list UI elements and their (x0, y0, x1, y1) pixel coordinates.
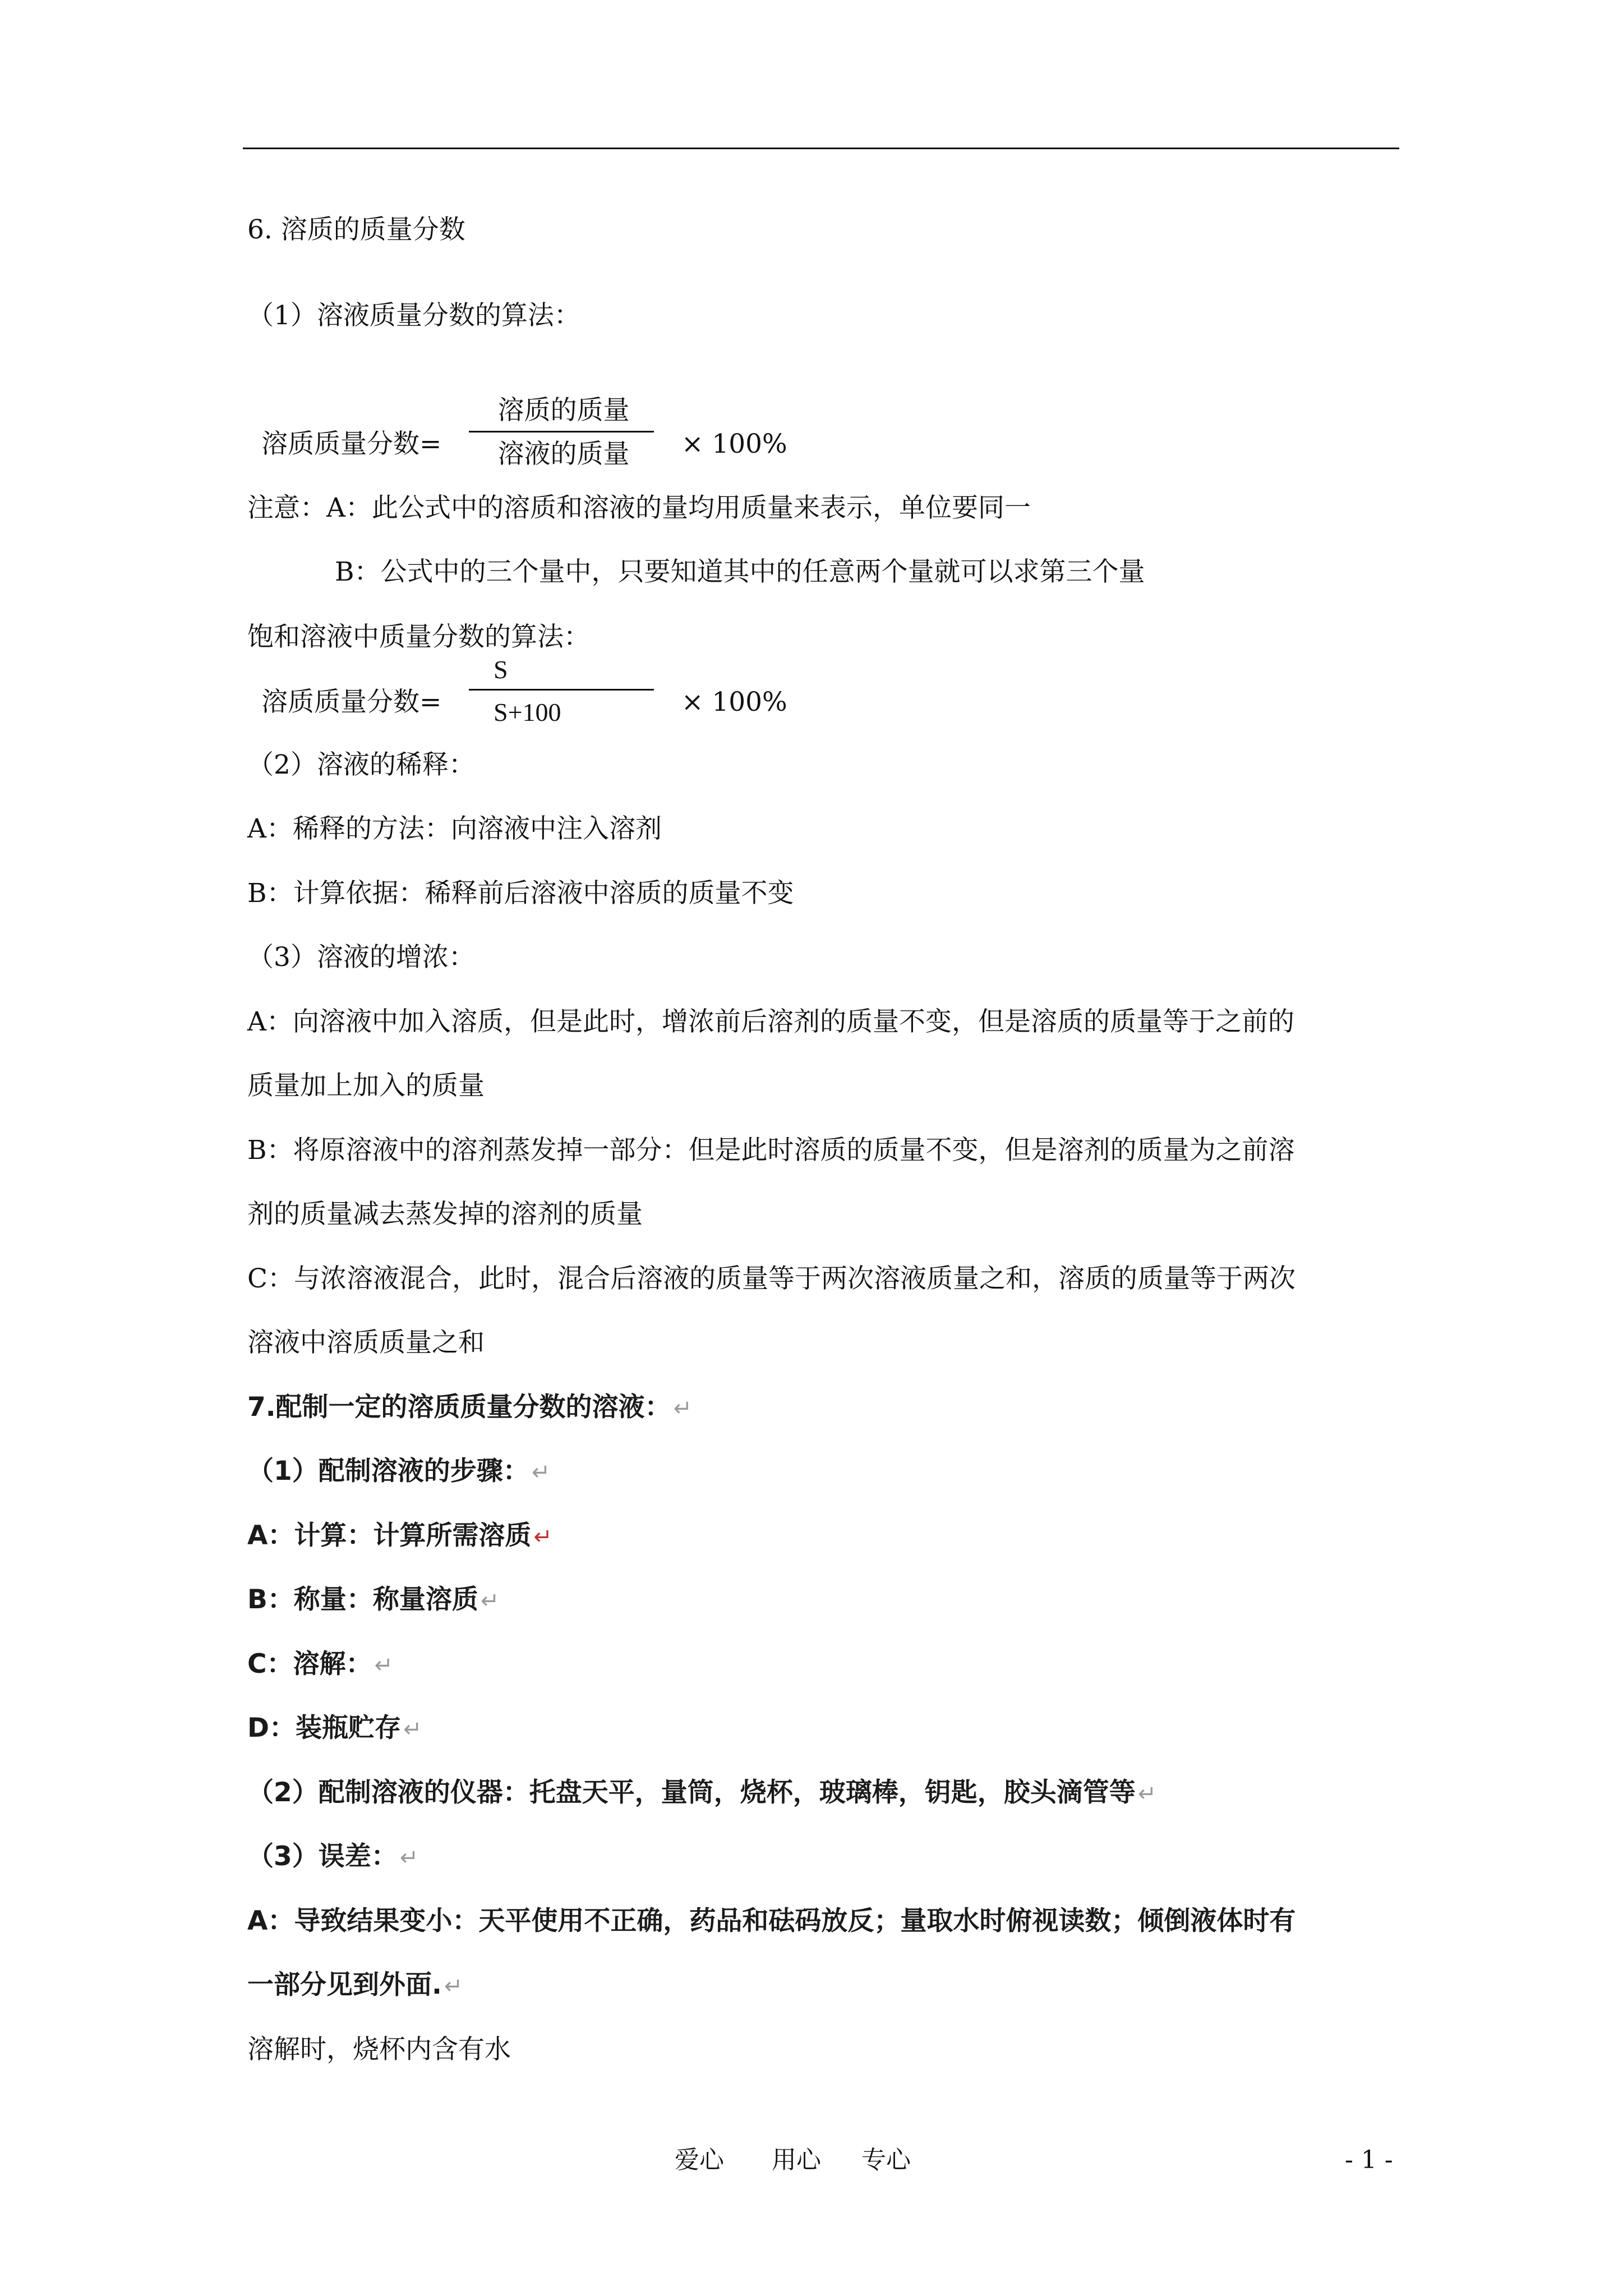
paragraph-mark-icon: ↵ (673, 1396, 693, 1421)
paragraph-mark-icon: ↵ (374, 1653, 394, 1678)
error-a-line1: A：导致结果变小：天平使用不正确，药品和砝码放反；量取水时俯视读数；倾倒液体时有 (247, 1906, 1296, 1936)
step-dissolve: C：溶解： ↵ (247, 1649, 394, 1680)
footer-motto-2: 用心 (772, 2146, 821, 2174)
concentration-c-line2: 溶液中溶质质量之和 (247, 1327, 485, 1358)
paragraph-mark-icon: ↵ (444, 1973, 463, 1999)
formula2-denominator: S+100 (494, 698, 561, 726)
formula2-label: 溶质质量分数= (261, 687, 442, 717)
footer-motto-1: 爱心 (675, 2146, 724, 2174)
subheading-dilution: （2）溶液的稀释： (247, 749, 475, 780)
fraction2-bar (469, 689, 654, 691)
subheading-errors: （3）误差： ↵ (247, 1841, 419, 1872)
paragraph-mark-icon: ↵ (399, 1845, 419, 1871)
subheading-concentration: （3）溶液的增浓： (247, 942, 475, 973)
subheading-calc-method: （1）溶液质量分数的算法： (247, 300, 580, 331)
concentration-b-line2: 剂的质量减去蒸发掉的溶剂的质量 (247, 1199, 643, 1230)
formula2-numerator: S (494, 655, 508, 684)
note-b: B：公式中的三个量中，只要知道其中的任意两个量就可以求第三个量 (335, 556, 1145, 587)
formula2-multiplier: × 100% (681, 687, 787, 717)
step-calculate: A：计算：计算所需溶质 ↵ (247, 1520, 552, 1551)
error-a-line2: 一部分见到外面. ↵ (247, 1970, 463, 2000)
page-number: - 1 - (1345, 2146, 1393, 2174)
subheading-instruments: （2）配制溶液的仪器：托盘天平，量筒，烧杯，玻璃棒，钥匙，胶头滴管等 ↵ (247, 1777, 1157, 1808)
concentration-b-line1: B：将原溶液中的溶剂蒸发掉一部分：但是此时溶质的质量不变，但是溶剂的质量为之前溶 (247, 1135, 1295, 1166)
paragraph-mark-icon: ↵ (480, 1588, 500, 1614)
dilution-basis: B：计算依据：稀释前后溶液中溶质的质量不变 (247, 878, 794, 909)
formula-multiplier: × 100% (681, 429, 787, 459)
paragraph-mark-icon: ↵ (531, 1460, 551, 1485)
paragraph-mark-icon: ↵ (403, 1717, 422, 1742)
header-rule (243, 148, 1399, 149)
step-bottle: D：装瓶贮存 ↵ (247, 1713, 422, 1743)
concentration-c-line1: C：与浓溶液混合，此时，混合后溶液的质量等于两次溶液质量之和，溶质的质量等于两次 (247, 1263, 1295, 1294)
note-a: 注意：A：此公式中的溶质和溶液的量均用质量来表示，单位要同一 (247, 493, 1031, 523)
saturated-heading: 饱和溶液中质量分数的算法： (247, 622, 590, 652)
formula-label: 溶质质量分数= (261, 429, 442, 459)
section-7-heading: 7.配制一定的溶质质量分数的溶液： ↵ (247, 1392, 693, 1423)
paragraph-mark-icon: ↵ (1137, 1781, 1157, 1807)
formula-denominator: 溶液的质量 (497, 439, 630, 470)
step-weigh: B：称量：称量溶质 ↵ (247, 1584, 500, 1615)
paragraph-mark-icon: ↵ (533, 1524, 552, 1550)
footer-motto-3: 专心 (861, 2146, 911, 2174)
section-6-heading: 6. 溶质的质量分数 (247, 214, 465, 245)
dilution-method: A：稀释的方法：向溶液中注入溶剂 (247, 813, 662, 844)
dissolve-note: 溶解时，烧杯内含有水 (247, 2034, 511, 2065)
formula-numerator: 溶质的质量 (497, 395, 630, 426)
concentration-a-line2: 质量加上加入的质量 (247, 1070, 485, 1101)
concentration-a-line1: A：向溶液中加入溶质，但是此时，增浓前后溶剂的质量不变，但是溶质的质量等于之前的 (247, 1006, 1294, 1037)
fraction-bar (469, 431, 654, 432)
subheading-steps: （1）配制溶液的步骤： ↵ (247, 1456, 551, 1487)
